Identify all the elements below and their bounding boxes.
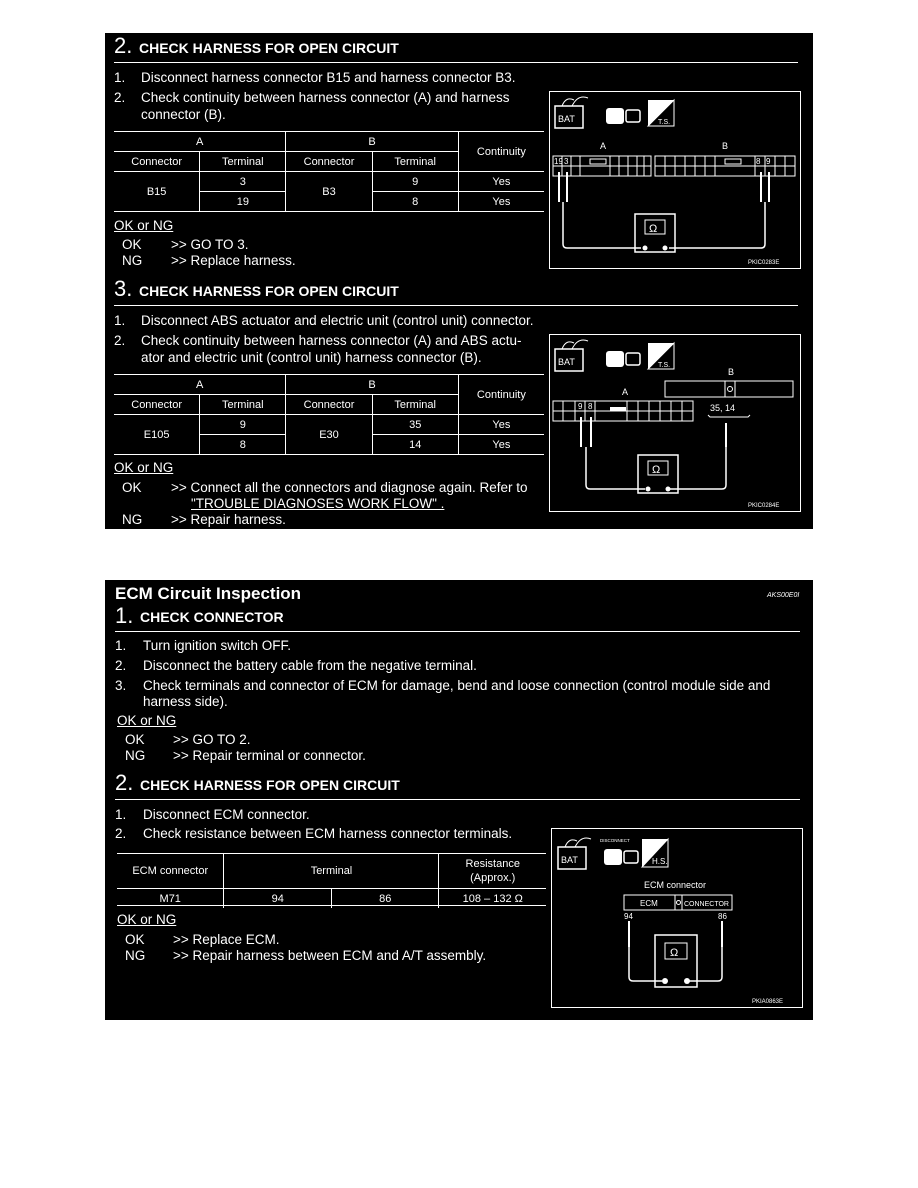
ok-action: >> Replace ECM. <box>173 932 280 947</box>
ok-or-ng-label: OK or NG <box>117 713 177 728</box>
continuity-cell: Yes <box>458 172 544 192</box>
continuity-table <box>114 131 544 212</box>
top-panel <box>105 33 813 529</box>
ok-label: OK <box>122 237 142 252</box>
step-number: 2. <box>115 770 134 795</box>
col-group-b: B <box>286 375 458 395</box>
ts-label: T.S. <box>658 362 671 369</box>
figure-code: PKIA0863E <box>752 999 784 1005</box>
col-resistance <box>439 854 546 889</box>
ohm-icon: Ω <box>670 947 679 959</box>
ohm-icon: Ω <box>649 223 658 235</box>
col-resistance-line2: (Approx.) <box>470 872 516 884</box>
list-number: 3. <box>115 678 127 693</box>
list-item-cont: ator and electric unit (control unit) harness connector (B). <box>141 350 482 365</box>
col-connector: Connector <box>114 395 200 415</box>
connector-a-cell: B15 <box>114 172 200 212</box>
terminal-cell: 35 <box>372 415 458 435</box>
terminal-label: 19 <box>554 157 563 166</box>
ecm-label: ECM <box>640 899 658 908</box>
terminal-cell: 19 <box>200 192 286 212</box>
workflow-link[interactable]: "TROUBLE DIAGNOSES WORK FLOW" . <box>191 496 445 511</box>
ng-label: NG <box>125 748 146 763</box>
col-connector: Connector <box>114 152 200 172</box>
col-terminal: Terminal <box>372 152 458 172</box>
table-bottom-rule <box>117 905 546 906</box>
continuity-diagram <box>549 334 801 512</box>
step-title: CHECK HARNESS FOR OPEN CIRCUIT <box>140 777 400 793</box>
section-rule <box>115 631 800 632</box>
step-title: CHECK HARNESS FOR OPEN CIRCUIT <box>139 40 399 56</box>
ok-label: OK <box>125 732 145 747</box>
connector-b-label: B <box>722 141 729 151</box>
continuity-table <box>114 374 544 455</box>
connector-b-label: B <box>728 367 735 377</box>
disconnect-label: DISCONNECT <box>600 838 630 843</box>
list-item: Disconnect harness connector B15 and harness connector B3. <box>141 70 516 85</box>
terminal-label: 94 <box>624 912 633 921</box>
terminal-cell: 14 <box>372 435 458 455</box>
list-item: Disconnect the battery cable from the negative terminal. <box>143 658 477 673</box>
ok-label: OK <box>122 480 142 495</box>
continuity-cell: Yes <box>458 192 544 212</box>
list-item: Check resistance between ECM harness connector terminals. <box>143 826 513 841</box>
col-continuity: Continuity <box>458 375 544 415</box>
col-continuity: Continuity <box>458 132 544 172</box>
list-item: Disconnect ECM connector. <box>143 807 310 822</box>
reference-code: AKS00E0I <box>767 592 800 599</box>
connector-b-cell: E30 <box>286 415 372 455</box>
terminal-cell: 8 <box>372 192 458 212</box>
step-number: 2. <box>114 33 133 58</box>
col-connector: Connector <box>286 395 372 415</box>
list-number: 1. <box>114 70 126 85</box>
step-number: 3. <box>114 276 133 301</box>
terminal-label: 8 <box>588 402 593 411</box>
terminal-cell: 86 <box>331 889 439 909</box>
bat-label: BAT <box>561 855 578 865</box>
figure-code: PKIC0284E <box>748 503 780 509</box>
col-group-a: A <box>114 375 286 395</box>
ok-or-ng-label: OK or NG <box>114 460 174 475</box>
bat-label: BAT <box>558 357 575 367</box>
terminal-cell: 9 <box>372 172 458 192</box>
resistance-diagram <box>551 828 803 1008</box>
terminal-label: 9 <box>578 402 583 411</box>
list-number: 2. <box>114 90 126 105</box>
connector-cell: M71 <box>117 889 224 909</box>
continuity-cell: Yes <box>458 435 544 455</box>
col-group-a: A <box>114 132 286 152</box>
ohm-icon: Ω <box>652 464 661 476</box>
list-item: Check continuity between harness connector (A) and ABS actu- <box>141 333 522 348</box>
section-title: ECM Circuit Inspection <box>115 584 302 603</box>
col-connector: Connector <box>286 152 372 172</box>
list-number: 2. <box>115 826 127 841</box>
terminal-label: 8 <box>756 157 761 166</box>
list-item: Turn ignition switch OFF. <box>143 638 292 653</box>
ng-action: >> Repair harness. <box>171 512 286 527</box>
col-terminal: Terminal <box>200 152 286 172</box>
figure-code: PKIC0283E <box>748 260 780 266</box>
ok-action: >> GO TO 2. <box>173 732 251 747</box>
ng-action: >> Replace harness. <box>171 253 296 268</box>
list-number: 2. <box>114 333 126 348</box>
list-item-cont: harness side). <box>143 694 228 709</box>
list-item: Check terminals and connector of ECM for damage, bend and loose connection (control module side and <box>143 678 771 693</box>
terminal-cell: 8 <box>200 435 286 455</box>
ng-label: NG <box>125 948 146 963</box>
ok-label: OK <box>125 932 145 947</box>
list-item: Check continuity between harness connector (A) and harness <box>141 90 510 105</box>
ok-action: >> Connect all the connectors and diagnose again. Refer to <box>171 480 528 495</box>
terminal-cell: 3 <box>200 172 286 192</box>
ok-or-ng-label: OK or NG <box>114 218 174 233</box>
step-title: CHECK HARNESS FOR OPEN CIRCUIT <box>139 283 399 299</box>
resistance-cell: 108 – 132 Ω <box>439 889 546 909</box>
ok-or-ng-label: OK or NG <box>117 912 177 927</box>
bottom-panel <box>105 580 813 1020</box>
list-number: 1. <box>114 313 126 328</box>
terminal-label: 35, 14 <box>710 403 736 413</box>
ecm-connector-caption: ECM connector <box>644 880 707 890</box>
terminal-label: 86 <box>718 912 727 921</box>
step-title: CHECK CONNECTOR <box>140 609 284 625</box>
continuity-cell: Yes <box>458 415 544 435</box>
terminal-cell: 9 <box>200 415 286 435</box>
col-group-b: B <box>286 132 458 152</box>
connector-a-label: A <box>622 387 629 397</box>
col-resistance-line1: Resistance <box>465 858 520 870</box>
terminal-label: 3 <box>564 157 569 166</box>
section-rule <box>114 62 798 63</box>
hs-label: H.S. <box>652 857 668 866</box>
list-number: 2. <box>115 658 127 673</box>
connector-b-cell: B3 <box>286 172 372 212</box>
list-item: Disconnect ABS actuator and electric unit (control unit) connector. <box>141 313 534 328</box>
step-number: 1. <box>115 603 134 628</box>
continuity-diagram <box>549 91 801 269</box>
col-ecm-connector: ECM connector <box>117 854 224 889</box>
ng-action: >> Repair harness between ECM and A/T assembly. <box>173 948 487 963</box>
ng-action: >> Repair terminal or connector. <box>173 748 366 763</box>
section-rule <box>114 305 798 306</box>
col-terminal: Terminal <box>224 854 439 889</box>
list-item-cont: connector (B). <box>141 107 226 122</box>
ng-label: NG <box>122 253 143 268</box>
col-terminal: Terminal <box>200 395 286 415</box>
connector-label: CONNECTOR <box>684 901 729 908</box>
ng-label: NG <box>122 512 143 527</box>
connector-a-label: A <box>600 141 607 151</box>
terminal-label: 9 <box>766 157 771 166</box>
terminal-cell: 94 <box>224 889 332 909</box>
connector-a-cell: E105 <box>114 415 200 455</box>
list-number: 1. <box>115 638 127 653</box>
section-rule <box>115 799 800 800</box>
bat-label: BAT <box>558 114 575 124</box>
ts-label: T.S. <box>658 119 671 126</box>
list-number: 1. <box>115 807 127 822</box>
ok-action: >> GO TO 3. <box>171 237 249 252</box>
resistance-table <box>117 853 546 908</box>
col-terminal: Terminal <box>372 395 458 415</box>
